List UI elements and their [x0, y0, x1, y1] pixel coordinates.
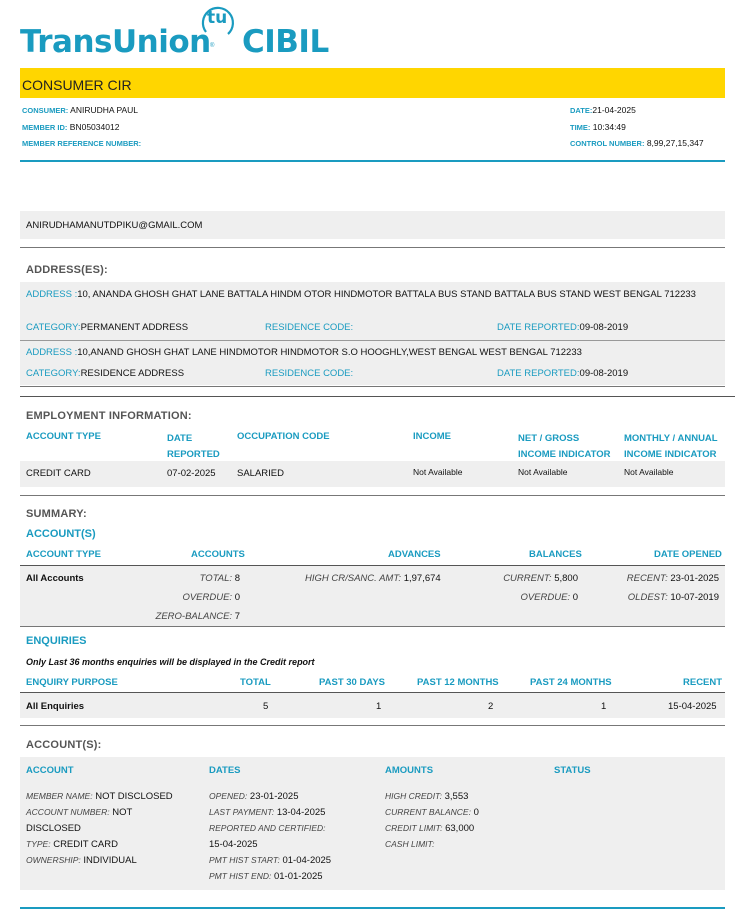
divider [20, 626, 725, 627]
col-header: ACCOUNT TYPE [26, 431, 101, 442]
enquiries-title: ENQUIRIES [26, 635, 87, 647]
addresses-title: ADDRESS(ES): [26, 264, 108, 276]
divider [20, 725, 725, 726]
date-line: DATE:21-04-2025 [570, 105, 636, 115]
col-header: INCOME [413, 431, 451, 442]
member-ref-line: MEMBER REFERENCE NUMBER: [22, 139, 142, 148]
address-category: RESIDENCE ADDRESS [80, 368, 185, 379]
address-row: ADDRESS :10,ANAND GHOSH GHAT LANE HINDMOTOR HINDMOTOR S.O HOOGHLY,WEST BENGAL WEST BENGAL 712233 CATEGORY:RESIDENCE ADDRESS RESIDENCE CODE: DATE REPORTED:09-08-2019 [20, 341, 725, 385]
accounts-title: ACCOUNT(S): [26, 739, 102, 751]
member-id: BN05034012 [69, 122, 120, 132]
account-card: ACCOUNT DATES AMOUNTS STATUS MEMBER NAME: NOT DISCLOSED ACCOUNT NUMBER: NOT DISCLOSED TYPE: CREDIT CARD OWNERSHIP: INDIVIDUAL OPENED: 23-01-2025 LAST PAYMENT: 13-04-2025 REPORTED AND CERTIFIED: 15-04-2025 PMT HIST START: 01-04-2025 PMT HIST END: 01-01-2025 HIGH CREDIT: 3,553 CURRENT BALANCE: 0 CREDIT LIMIT: 63,000 CASH LIMIT: [20, 757, 725, 890]
divider [20, 396, 735, 397]
report-time: 10:34:49 [592, 122, 626, 132]
col-header: MONTHLY / ANNUAL INCOME INDICATOR [624, 433, 718, 460]
col-header: OCCUPATION CODE [237, 431, 330, 442]
report-date: 21-04-2025 [592, 105, 636, 115]
address-date: 09-08-2019 [579, 368, 629, 379]
time-line: TIME: 10:34:49 [570, 122, 626, 132]
divider [20, 386, 725, 387]
logo-badge: tu [207, 8, 228, 28]
divider [20, 247, 725, 248]
member-id-line: MEMBER ID: BN05034012 [22, 122, 120, 132]
employment-row: CREDIT CARD 07-02-2025 SALARIED Not Available Not Available Not Available [20, 461, 725, 487]
col-header: PAST 12 MONTHS [417, 677, 499, 688]
title-bar [20, 68, 725, 98]
email-row [20, 211, 725, 239]
employment-title: EMPLOYMENT INFORMATION: [26, 410, 192, 422]
page-title: CONSUMER CIR [22, 77, 132, 93]
col-header: ACCOUNTS [191, 549, 245, 560]
consumer-name: ANIRUDHA PAUL [70, 105, 139, 115]
divider [20, 160, 725, 162]
col-header: NET / GROSS INCOME INDICATOR [518, 433, 611, 460]
col-header: ENQUIRY PURPOSE [26, 677, 118, 688]
col-header: ADVANCES [388, 549, 441, 560]
address-category: PERMANENT ADDRESS [80, 322, 189, 333]
address-row: ADDRESS :10, ANANDA GHOSH GHAT LANE BATTALA HINDM OTOR HINDMOTOR BATTALA BUS STAND BATTALA BUS STAND WEST BENGAL 712233 CATEGORY:PERMANENT ADDRESS RESIDENCE CODE: DATE REPORTED:09-08-2019 [20, 282, 725, 340]
col-header: PAST 30 DAYS [319, 677, 385, 688]
logo-tm: ® [210, 43, 215, 49]
logo [20, 2, 350, 62]
logo-brand: TransUnion [20, 24, 211, 60]
col-header: PAST 24 MONTHS [530, 677, 612, 688]
divider [20, 907, 725, 909]
divider [20, 495, 725, 496]
control-line: CONTROL NUMBER: 8,99,27,15,347 [570, 138, 704, 148]
summary-title: SUMMARY: [26, 508, 87, 520]
email: ANIRUDHAMANUTDPIKU@GMAIL.COM [26, 220, 203, 231]
enquiries-note: Only Last 36 months enquiries will be displayed in the Credit report [26, 657, 315, 667]
logo-suffix: CIBIL [242, 24, 329, 60]
control-number: 8,99,27,15,347 [646, 138, 704, 148]
col-header: ACCOUNT TYPE [26, 549, 101, 560]
enquiry-row: All Enquiries 5 1 2 1 15-04-2025 [20, 693, 725, 718]
col-header: RECENT [683, 677, 723, 688]
address-text: 10, ANANDA GHOSH GHAT LANE BATTALA HINDM OTOR HINDMOTOR BATTALA BUS STAND BATTALA BUS STAND WEST BENGAL 712233 [77, 289, 696, 300]
col-header: BALANCES [529, 549, 582, 560]
address-text: 10,ANAND GHOSH GHAT LANE HINDMOTOR HINDMOTOR S.O HOOGHLY,WEST BENGAL WEST BENGAL 712233 [77, 347, 582, 358]
col-header: DATE REPORTED [167, 433, 220, 460]
col-header: DATE OPENED [654, 549, 722, 560]
summary-accounts-title: ACCOUNT(S) [26, 528, 96, 540]
consumer-line: CONSUMER: ANIRUDHA PAUL [22, 105, 139, 115]
summary-row: All Accounts TOTAL: 8 OVERDUE: 0 ZERO-BALANCE: 7 HIGH CR/SANC. AMT: 1,97,674 CURRENT: 5,800 OVERDUE: 0 RECENT: 23-01-2025 OLDEST: 10-07-2019 [20, 566, 725, 626]
address-date: 09-08-2019 [579, 322, 629, 333]
col-header: TOTAL [240, 677, 271, 688]
